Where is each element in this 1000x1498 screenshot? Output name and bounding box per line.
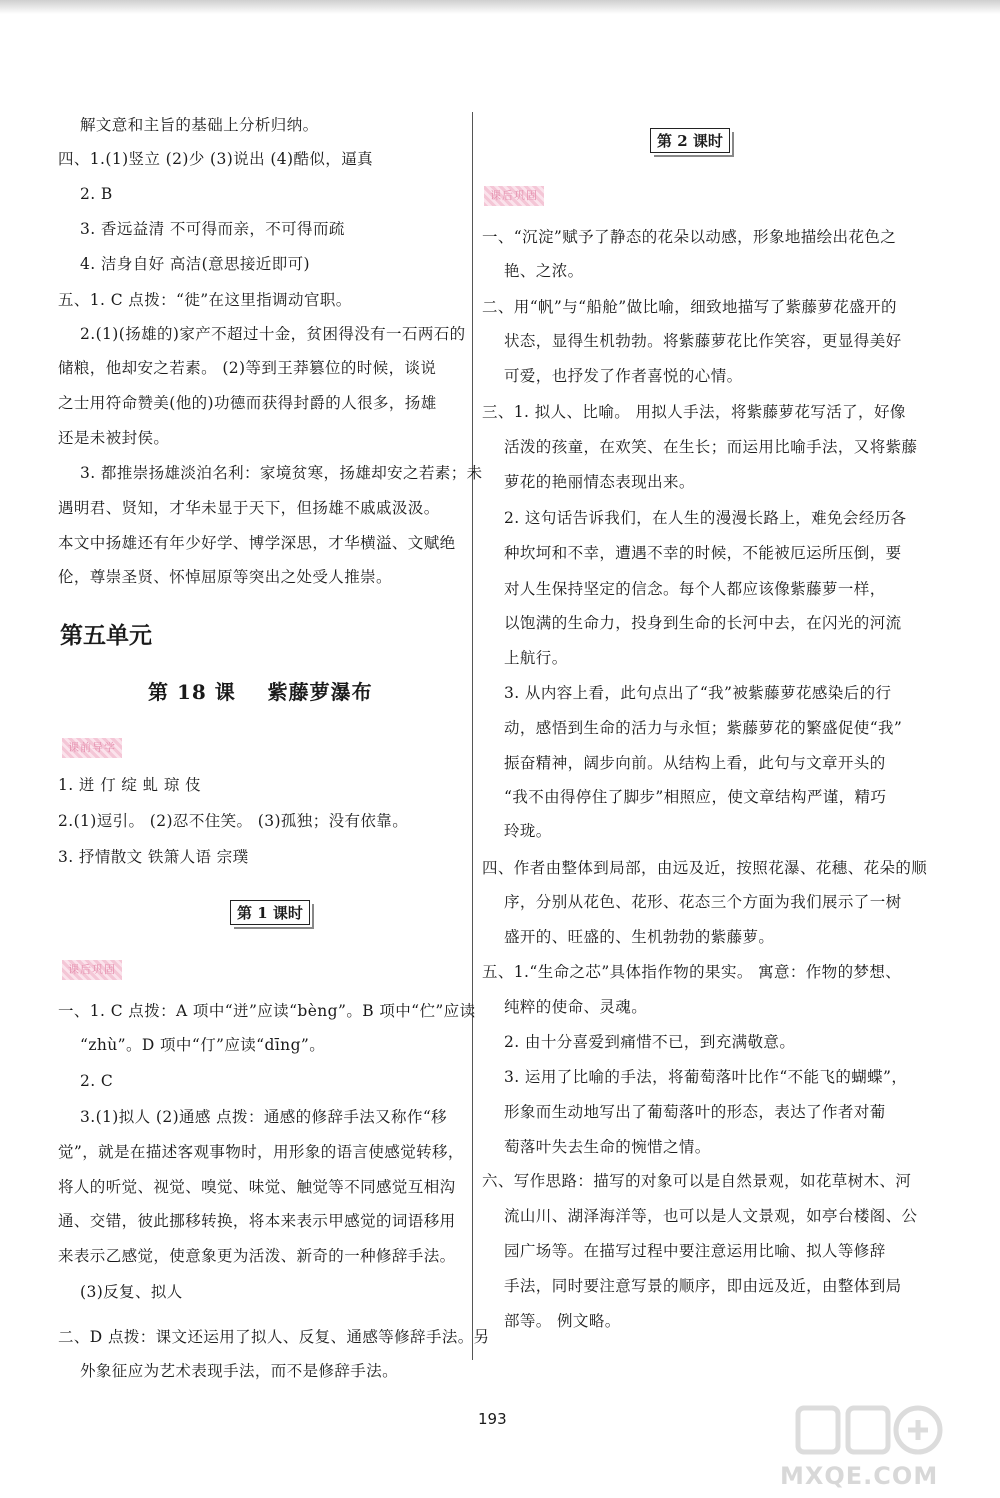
text-line: 对人生保持坚定的信念。每个人都应该像紫藤萝一样， bbox=[504, 580, 886, 598]
text-line: 手法，同时要注意写景的顺序，即由远及近，由整体到局 bbox=[504, 1277, 902, 1295]
text-line: 觉”，就是在描述客观事物时，用形象的语言使感觉转移， bbox=[58, 1143, 464, 1161]
text-line: 纯粹的使命、灵魂。 bbox=[504, 998, 648, 1016]
text-line: 2. B bbox=[80, 185, 113, 203]
watermark bbox=[780, 1400, 985, 1492]
unit-title: 第五单元 bbox=[60, 623, 152, 649]
text-line: 五、1. C 点拨：“徙”在这里指调动官职。 bbox=[58, 291, 352, 309]
text-line: 来表示乙感觉，使意象更为活泼、新奇的一种修辞手法。 bbox=[58, 1247, 456, 1265]
text-line: 形象而生动地写出了葡萄落叶的形态，表达了作者对葡 bbox=[504, 1103, 886, 1121]
period-box-2: 第 2 课时 bbox=[650, 128, 730, 153]
text-line: 萝花的艳丽情态表现出来。 bbox=[504, 473, 695, 491]
text-line: 一、1. C 点拨：A 项中“迸”应读“bèng”。B 项中“伫”应读 bbox=[58, 1002, 476, 1020]
text-line: 伦，尊崇圣贤、怀悼屈原等突出之处受人推崇。 bbox=[58, 568, 392, 586]
text-line: 本文中扬雄还有年少好学、博学深思，才华横溢、文赋绝 bbox=[58, 534, 456, 552]
text-line: 2. 由十分喜爱到痛惜不已，到充满敬意。 bbox=[504, 1033, 796, 1051]
text-line: 还是未被封侯。 bbox=[58, 429, 170, 447]
text-line: 通、交错，彼此挪移转换，将本来表示甲感觉的词语移用 bbox=[58, 1212, 456, 1230]
text-line: 2. C bbox=[80, 1072, 114, 1090]
text-line: 以饱满的生命力，投身到生命的长河中去，在闪光的河流 bbox=[504, 614, 902, 632]
period-box-1: 第 1 课时 bbox=[230, 900, 310, 925]
text-line: 2.(1)逗引。 (2)忍不住笑。 (3)孤独；没有依靠。 bbox=[58, 812, 409, 830]
text-line: 之士用符命赞美(他的)功德而获得封爵的人很多，扬雄 bbox=[58, 394, 437, 412]
text-line: 将人的听觉、视觉、嗅觉、味觉、触觉等不同感觉互相沟 bbox=[58, 1178, 456, 1196]
section-badge-after-class-2: 课后巩固 bbox=[484, 186, 544, 206]
text-line: 四、1.(1)竖立 (2)少 (3)说出 (4)酷似，逼真 bbox=[58, 150, 373, 168]
text-line: 动，感悟到生命的活力与永恒；紫藤萝花的繁盛促使“我” bbox=[504, 719, 903, 737]
text-line: 流山川、湖泽海洋等，也可以是人文景观，如亭台楼阁、公 bbox=[504, 1207, 918, 1225]
text-line: 储粮，他却安之若素。 (2)等到王莽篡位的时候，谈说 bbox=[58, 359, 437, 377]
text-line: 可爱，也抒发了作者喜悦的心情。 bbox=[504, 367, 743, 385]
text-line: 种坎坷和不幸，遭遇不幸的时候，不能被厄运所压倒，要 bbox=[504, 544, 902, 562]
text-line: 2. 这句话告诉我们，在人生的漫漫长路上，难免会经历各 bbox=[504, 509, 907, 527]
text-line: 3. 抒情散文 铁箫人语 宗璞 bbox=[58, 848, 249, 866]
text-line: 3. 运用了比喻的手法，将葡萄落叶比作“不能飞的蝴蝶”， bbox=[504, 1068, 908, 1086]
text-line: 一、“沉淀”赋予了静态的花朵以动感，形象地描绘出花色之 bbox=[482, 228, 897, 246]
watermark-text: MXQE.COM bbox=[780, 1462, 939, 1490]
text-line: 3.(1)拟人 (2)通感 点拨：通感的修辞手法又称作“移 bbox=[80, 1108, 448, 1126]
text-line: 上航行。 bbox=[504, 649, 568, 667]
text-line: 3. 香远益清 不可得而亲，不可得而疏 bbox=[80, 220, 345, 238]
text-line: 四、作者由整体到局部，由远及近，按照花瀑、花穗、花朵的顺 bbox=[482, 859, 928, 877]
text-line: 二、用“帆”与“船舱”做比喻，细致地描写了紫藤萝花盛开的 bbox=[482, 298, 897, 316]
text-line: 玲珑。 bbox=[504, 822, 552, 840]
text-line: 振奋精神，阔步向前。从结构上看，此句与文章开头的 bbox=[504, 754, 886, 772]
text-line: (3)反复、拟人 bbox=[80, 1283, 183, 1301]
text-line: “zhù”。D 项中“仃”应读“dīng”。 bbox=[80, 1036, 326, 1054]
text-line: 序，分别从花色、花形、花态三个方面为我们展示了一树 bbox=[504, 893, 902, 911]
text-line: 3. 从内容上看，此句点出了“我”被紫藤萝花感染后的行 bbox=[504, 684, 892, 702]
page-number: 193 bbox=[478, 1410, 507, 1428]
text-line: 盛开的、旺盛的、生机勃勃的紫藤萝。 bbox=[504, 928, 775, 946]
text-line: 解文意和主旨的基础上分析归纳。 bbox=[80, 116, 319, 134]
text-line: 4. 洁身自好 高洁(意思接近即可) bbox=[80, 255, 310, 273]
lesson-title: 第 18 课 紫藤萝瀑布 bbox=[148, 680, 373, 704]
text-line: 部等。 例文略。 bbox=[504, 1312, 621, 1330]
text-line: 园广场等。在描写过程中要注意运用比喻、拟人等修辞 bbox=[504, 1242, 886, 1260]
section-badge-pre-class: 课前导学 bbox=[62, 738, 122, 758]
column-divider bbox=[472, 112, 473, 1360]
text-line: 遇明君、贤知，才华未显于天下，但扬雄不戚戚汲汲。 bbox=[58, 499, 440, 517]
text-line: 六、写作思路：描写的对象可以是自然景观，如花草树木、河 bbox=[482, 1172, 912, 1190]
text-line: 五、1.“生命之芯”具体指作物的果实。 寓意：作物的梦想、 bbox=[482, 963, 902, 981]
text-line: 二、D 点拨：课文还运用了拟人、反复、通感等修辞手法。另 bbox=[58, 1328, 490, 1346]
text-line: 外象征应为艺术表现手法，而不是修辞手法。 bbox=[80, 1362, 399, 1380]
text-line: 状态，显得生机勃勃。将紫藤萝花比作笑容，更显得美好 bbox=[504, 332, 902, 350]
text-line: 1. 迸 仃 绽 虬 琼 伎 bbox=[58, 776, 201, 794]
section-badge-after-class-1: 课后巩固 bbox=[62, 960, 122, 980]
text-line: 艳、之浓。 bbox=[504, 262, 584, 280]
text-line: 3. 都推崇扬雄淡泊名利：家境贫寒，扬雄却安之若素；未 bbox=[80, 464, 483, 482]
text-line: 活泼的孩童，在欢笑、在生长；而运用比喻手法，又将紫藤 bbox=[504, 438, 918, 456]
watermark-logo-icon bbox=[794, 1400, 944, 1460]
text-line: 萄落叶失去生命的惋惜之情。 bbox=[504, 1138, 711, 1156]
scan-top-edge bbox=[0, 0, 1000, 14]
text-line: “我不由得停住了脚步”相照应，使文章结构严谨，精巧 bbox=[504, 788, 887, 806]
text-line: 三、1. 拟人、比喻。 用拟人手法，将紫藤萝花写活了，好像 bbox=[482, 403, 906, 421]
text-line: 2.(1)(扬雄的)家产不超过十金，贫困得没有一石两石的 bbox=[80, 325, 466, 343]
